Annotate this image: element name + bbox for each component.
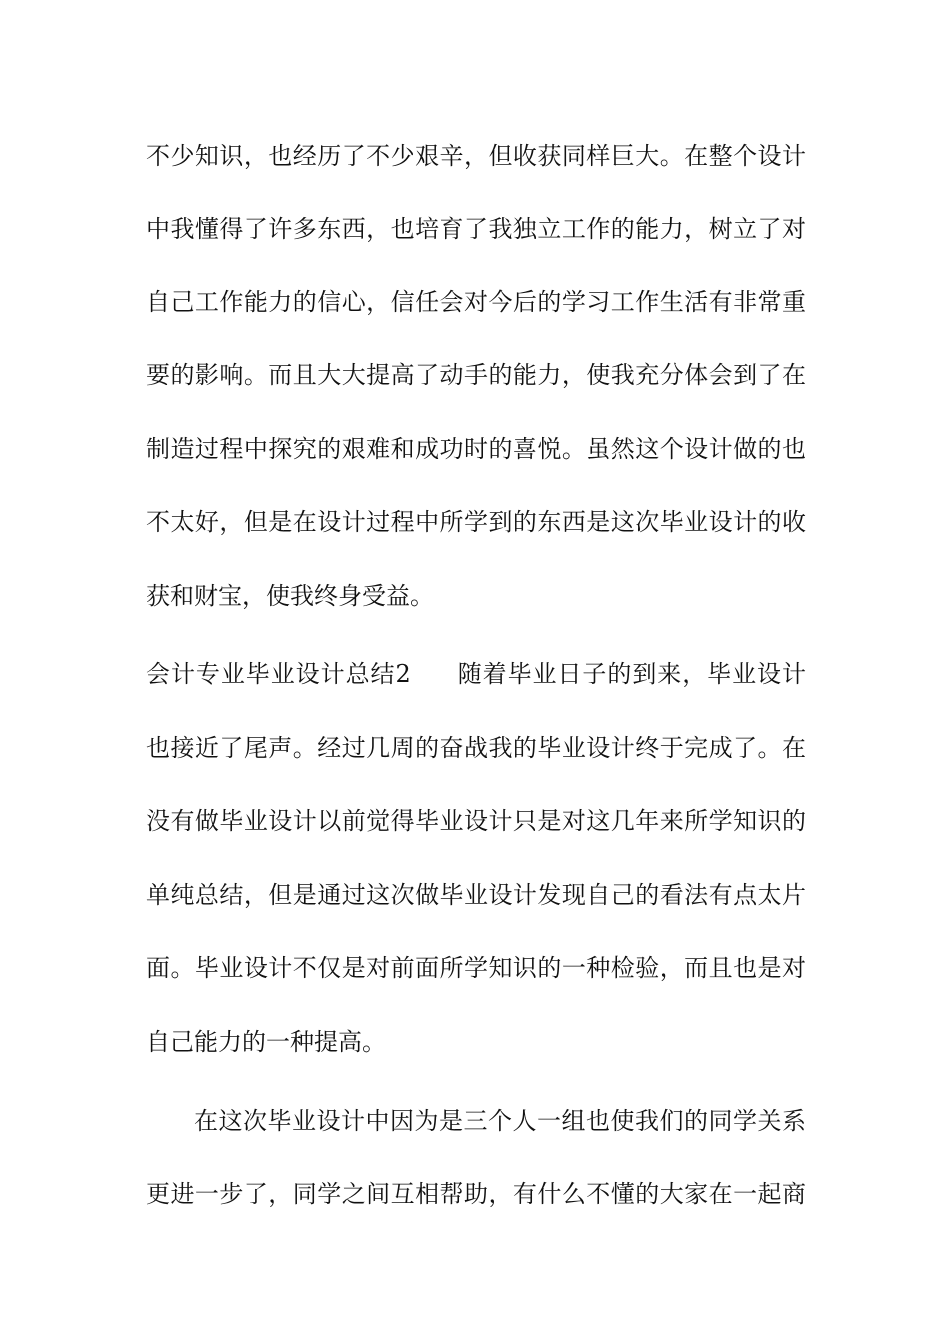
paragraph-2-line-5: 面。毕业设计不仅是对前面所学知识的一种检验，而且也是对 xyxy=(146,954,806,982)
section-heading-row xyxy=(146,659,806,689)
paragraph-2-line-3: 没有做毕业设计以前觉得毕业设计只是对这几年来所学知识的 xyxy=(146,807,806,835)
paragraph-1-line-4: 要的影响。而且大大提高了动手的能力，使我充分体会到了在 xyxy=(146,361,806,389)
section-title: 会计专业毕业设计总结2 xyxy=(146,660,411,688)
paragraph-2-line-2: 也接近了尾声。经过几周的奋战我的毕业设计终于完成了。在 xyxy=(146,734,806,762)
paragraph-2-line-1: 随着毕业日子的到来，毕业设计 xyxy=(456,660,807,688)
paragraph-2-line-4: 单纯总结，但是通过这次做毕业设计发现自己的看法有点太片 xyxy=(146,881,806,909)
paragraph-1-line-2: 中我懂得了许多东西，也培育了我独立工作的能力，树立了对 xyxy=(146,215,806,243)
paragraph-1-line-7: 获和财宝，使我终身受益。 xyxy=(146,582,434,610)
paragraph-2-line-6: 自己能力的一种提高。 xyxy=(146,1028,386,1056)
paragraph-1-line-1: 不少知识，也经历了不少艰辛，但收获同样巨大。在整个设计 xyxy=(146,142,806,170)
paragraph-3-line-1: 在这次毕业设计中因为是三个人一组也使我们的同学关系 xyxy=(194,1107,806,1135)
paragraph-1-line-3: 自己工作能力的信心，信任会对今后的学习工作生活有非常重 xyxy=(146,288,806,316)
paragraph-3-line-2: 更进一步了，同学之间互相帮助，有什么不懂的大家在一起商 xyxy=(146,1180,806,1208)
paragraph-1-line-5: 制造过程中探究的艰难和成功时的喜悦。虽然这个设计做的也 xyxy=(146,435,806,463)
paragraph-1-line-6: 不太好，但是在设计过程中所学到的东西是这次毕业设计的收 xyxy=(146,508,806,536)
